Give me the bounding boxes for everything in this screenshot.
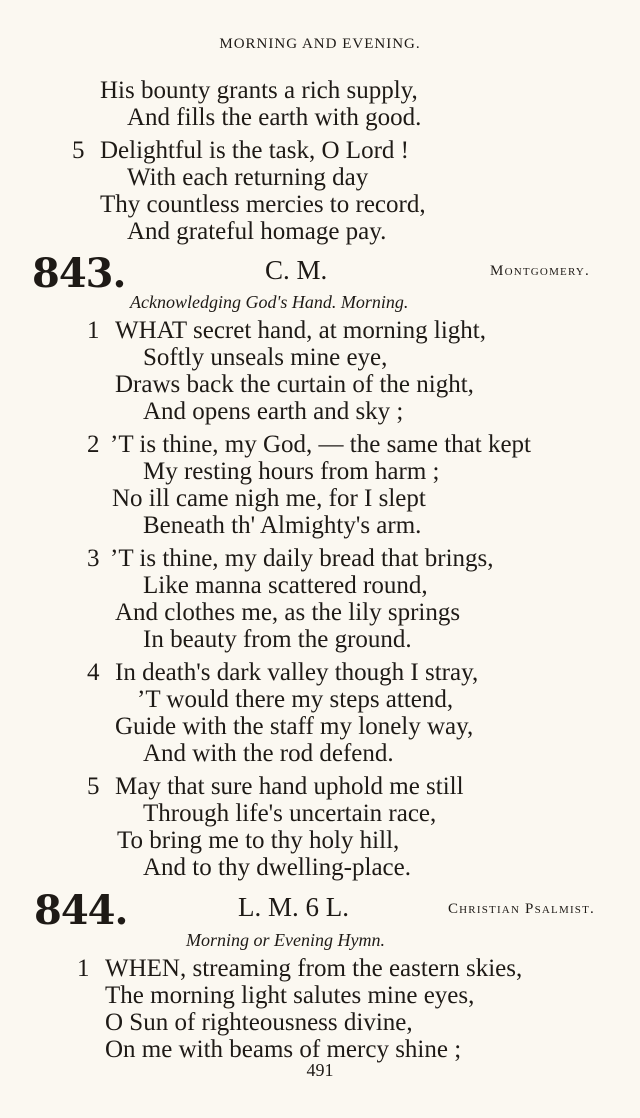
stanza-number: 1	[77, 955, 90, 982]
hymn-author: Montgomery.	[490, 263, 590, 279]
verse-line: With each returning day	[127, 164, 369, 191]
verse-line: Like manna scattered round,	[143, 572, 428, 599]
verse-line: In death's dark valley though I stray,	[115, 659, 479, 686]
verse-line: And with the rod defend.	[143, 740, 394, 767]
verse-line: On me with beams of mercy shine ;	[105, 1036, 462, 1063]
verse-line: In beauty from the ground.	[143, 626, 412, 653]
verse-line: ’T is thine, my God, — the same that kept	[110, 431, 531, 458]
verse-line: WHEN, streaming from the eastern skies,	[105, 955, 523, 982]
hymn-meter: L. M. 6 L.	[238, 892, 349, 922]
stanza-number: 5	[87, 773, 100, 800]
verse-line: Thy countless mercies to record,	[100, 191, 426, 218]
verse-line: My resting hours from harm ;	[143, 458, 440, 485]
stanza-number: 1	[87, 317, 100, 344]
verse-line: Beneath th' Almighty's arm.	[143, 512, 422, 539]
hymn-author: Christian Psalmist.	[447, 901, 595, 917]
hymn-subtitle: Acknowledging God's Hand. Morning.	[130, 292, 409, 312]
hymn-number: 843.	[32, 250, 126, 297]
verse-line: May that sure hand uphold me still	[115, 773, 464, 800]
verse-line: The morning light salutes mine eyes,	[105, 982, 475, 1009]
verse-line: His bounty grants a rich supply,	[100, 77, 418, 104]
verse-line: ’T would there my steps attend,	[137, 686, 454, 713]
verse-line: To bring me to thy holy hill,	[117, 827, 400, 854]
verse-line: Delightful is the task, O Lord !	[100, 137, 409, 164]
stanza-number: 2	[87, 431, 100, 458]
page-number: 491	[306, 1060, 334, 1080]
stanza-number: 3	[87, 545, 100, 572]
verse-line: And clothes me, as the lily springs	[115, 599, 461, 626]
verse-line: Draws back the curtain of the night,	[115, 371, 474, 398]
running-head: MORNING AND EVENING.	[219, 36, 421, 52]
verse-line: Guide with the staff my lonely way,	[115, 713, 474, 740]
stanza-number: 5	[72, 137, 85, 164]
stanza-number: 4	[87, 659, 100, 686]
verse-line: WHAT secret hand, at morning light,	[115, 317, 486, 344]
verse-line: And fills the earth with good.	[127, 104, 422, 131]
verse-line: And opens earth and sky ;	[143, 398, 404, 425]
verse-line: Through life's uncertain race,	[143, 800, 437, 827]
verse-line: Softly unseals mine eye,	[143, 344, 388, 371]
verse-line: No ill came nigh me, for I slept	[112, 485, 426, 512]
verse-line: And grateful homage pay.	[127, 218, 387, 245]
verse-line: And to thy dwelling-place.	[143, 854, 411, 881]
hymn-subtitle: Morning or Evening Hymn.	[186, 930, 385, 950]
verse-line: O Sun of righteousness divine,	[105, 1009, 413, 1036]
hymn-meter: C. M.	[265, 255, 328, 285]
verse-line: ’T is thine, my daily bread that brings,	[110, 545, 494, 572]
hymn-number: 844.	[34, 887, 128, 934]
